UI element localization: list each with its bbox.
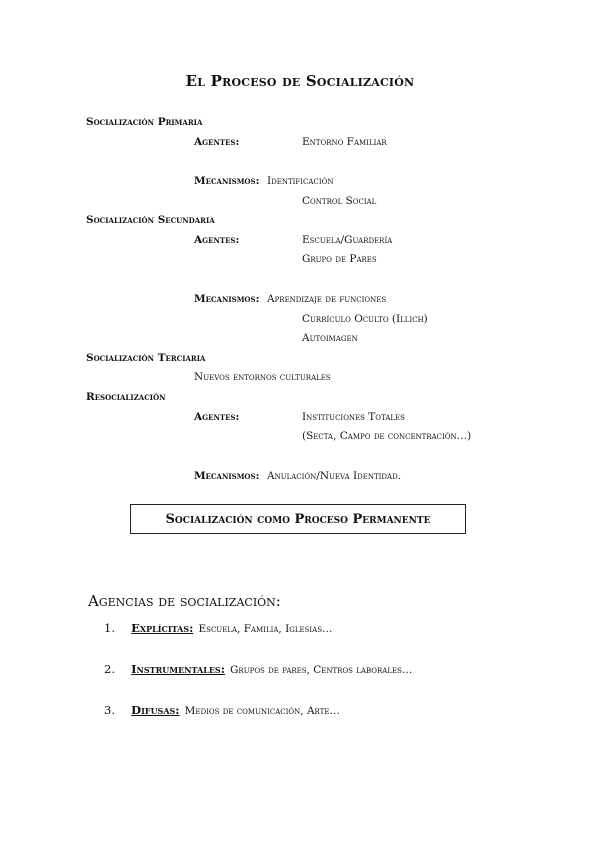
list-item-label: Instrumentales: xyxy=(131,662,225,676)
page-title: El Proceso de Socialización xyxy=(185,72,415,90)
list-item xyxy=(104,699,340,718)
primary-socialization-heading: Socialización Primaria xyxy=(86,116,203,128)
secondary-socialization-heading: Socialización Secundaria xyxy=(86,214,215,226)
primary-agents-label: Agentes: xyxy=(194,136,240,148)
secondary-mechanism-item: Aprendizaje de funciones xyxy=(267,293,387,305)
list-item xyxy=(104,617,333,636)
resocialization-mechanism-value: Anulación/Nueva Identidad. xyxy=(267,470,402,482)
secondary-agent-item: Escuela/Guardería xyxy=(302,234,393,246)
list-item-label: Explícitas: xyxy=(131,621,194,635)
permanent-process-box xyxy=(130,504,466,534)
list-item-number: 1. xyxy=(104,621,115,635)
list-item-number: 2. xyxy=(104,662,115,676)
secondary-mechanism-item: Currículo Oculto (Illich) xyxy=(302,313,428,325)
secondary-agents-label: Agentes: xyxy=(194,234,240,246)
secondary-agent-item: Grupo de Pares xyxy=(302,253,377,265)
resocialization-agents-label: Agentes: xyxy=(194,411,240,423)
secondary-mechanism-item: Autoimagen xyxy=(302,332,358,344)
agencies-title: Agencias de socialización: xyxy=(88,592,281,610)
list-item-label: Difusas: xyxy=(131,703,180,717)
primary-mechanism-item: Identificación xyxy=(267,175,334,187)
primary-mechanism-item: Control Social xyxy=(302,195,377,207)
list-item-number: 3. xyxy=(104,703,115,717)
list-item-text: Escuela, Familia, Iglesias… xyxy=(198,623,333,635)
resocialization-heading: Resocialización xyxy=(86,391,166,403)
tertiary-socialization-heading: Socialización Terciaria xyxy=(86,352,206,364)
resocialization-agent-item: (Secta, Campo de concentración…) xyxy=(302,430,472,442)
tertiary-value: Nuevos entornos culturales xyxy=(194,371,331,383)
list-item xyxy=(104,658,412,677)
primary-agents-value: Entorno Familiar xyxy=(302,136,387,148)
primary-mechanisms-label: Mecanismos: xyxy=(194,175,260,187)
resocialization-mechanisms-label: Mecanismos: xyxy=(194,470,260,482)
list-item-text: Grupos de pares, Centros laborales… xyxy=(230,664,413,676)
permanent-process-text: Socialización como Proceso Permanente xyxy=(165,511,431,527)
resocialization-agent-item: Instituciones Totales xyxy=(302,411,405,423)
list-item-text: Medios de comunicación, Arte… xyxy=(184,705,340,717)
secondary-mechanisms-label: Mecanismos: xyxy=(194,293,260,305)
